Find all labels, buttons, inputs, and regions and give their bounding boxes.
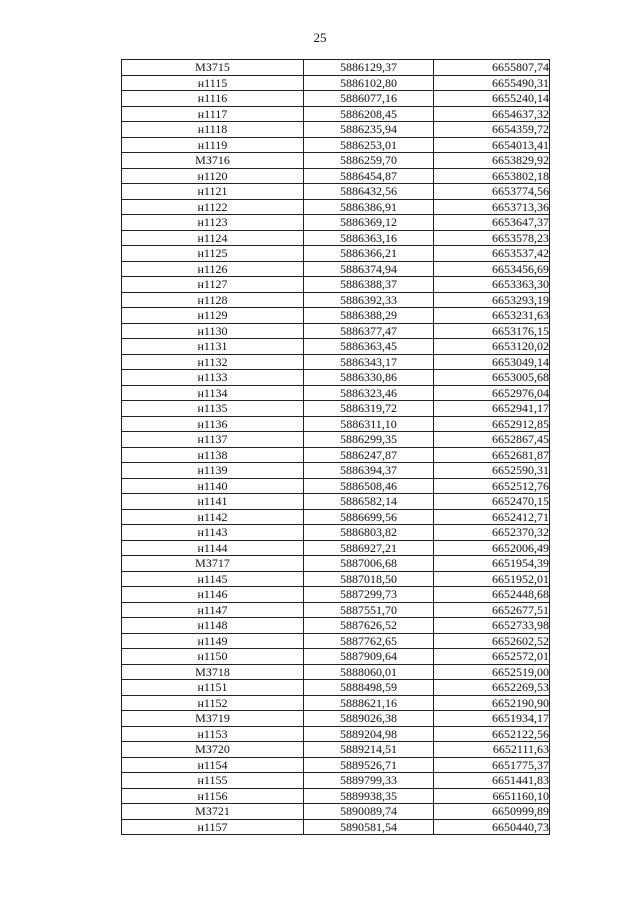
x-coordinate-cell: 5886102,80 <box>304 75 434 91</box>
x-coordinate-cell: 5886803,82 <box>304 525 434 541</box>
table-row <box>122 804 550 820</box>
table-row <box>122 757 550 773</box>
point-name-cell: н1151 <box>122 680 304 696</box>
y-coordinate-cell: 6653120,02 <box>434 339 550 355</box>
x-coordinate-cell: 5889938,35 <box>304 788 434 804</box>
y-coordinate-cell: 6655807,74 <box>434 60 550 76</box>
table-row <box>122 261 550 277</box>
y-coordinate-cell: 6652677,51 <box>434 602 550 618</box>
point-name-cell: МЗ715 <box>122 60 304 76</box>
point-name-cell: н1136 <box>122 416 304 432</box>
table-row <box>122 292 550 308</box>
y-coordinate-cell: 6653176,15 <box>434 323 550 339</box>
y-coordinate-cell: 6652867,45 <box>434 432 550 448</box>
point-name-cell: н1135 <box>122 401 304 417</box>
x-coordinate-cell: 5886369,12 <box>304 215 434 231</box>
x-coordinate-cell: 5886208,45 <box>304 106 434 122</box>
point-name-cell: н1119 <box>122 137 304 153</box>
point-name-cell: н1132 <box>122 354 304 370</box>
point-name-cell: н1120 <box>122 168 304 184</box>
table-row <box>122 664 550 680</box>
y-coordinate-cell: 6652269,53 <box>434 680 550 696</box>
x-coordinate-cell: 5886343,17 <box>304 354 434 370</box>
y-coordinate-cell: 6653647,37 <box>434 215 550 231</box>
table-row <box>122 633 550 649</box>
table-row <box>122 75 550 91</box>
point-name-cell: н1124 <box>122 230 304 246</box>
table-row <box>122 788 550 804</box>
x-coordinate-cell: 5886129,37 <box>304 60 434 76</box>
y-coordinate-cell: 6653537,42 <box>434 246 550 262</box>
y-coordinate-cell: 6653231,63 <box>434 308 550 324</box>
table-row <box>122 649 550 665</box>
table-row <box>122 556 550 572</box>
y-coordinate-cell: 6650999,89 <box>434 804 550 820</box>
table-row <box>122 106 550 122</box>
table-row <box>122 742 550 758</box>
x-coordinate-cell: 5889526,71 <box>304 757 434 773</box>
y-coordinate-cell: 6652006,49 <box>434 540 550 556</box>
x-coordinate-cell: 5890089,74 <box>304 804 434 820</box>
table-row <box>122 525 550 541</box>
point-name-cell: н1139 <box>122 463 304 479</box>
point-name-cell: н1125 <box>122 246 304 262</box>
table-row <box>122 773 550 789</box>
point-name-cell: н1152 <box>122 695 304 711</box>
y-coordinate-cell: 6652122,56 <box>434 726 550 742</box>
point-name-cell: н1121 <box>122 184 304 200</box>
coordinates-table <box>121 59 550 835</box>
x-coordinate-cell: 5886374,94 <box>304 261 434 277</box>
x-coordinate-cell: 5886363,45 <box>304 339 434 355</box>
point-name-cell: н1150 <box>122 649 304 665</box>
table-row <box>122 323 550 339</box>
x-coordinate-cell: 5887762,65 <box>304 633 434 649</box>
point-name-cell: МЗ720 <box>122 742 304 758</box>
y-coordinate-cell: 6651952,01 <box>434 571 550 587</box>
table-row <box>122 354 550 370</box>
table-row <box>122 726 550 742</box>
y-coordinate-cell: 6653005,68 <box>434 370 550 386</box>
x-coordinate-cell: 5886927,21 <box>304 540 434 556</box>
x-coordinate-cell: 5886508,46 <box>304 478 434 494</box>
y-coordinate-cell: 6654013,41 <box>434 137 550 153</box>
table-row <box>122 401 550 417</box>
y-coordinate-cell: 6652681,87 <box>434 447 550 463</box>
x-coordinate-cell: 5890581,54 <box>304 819 434 835</box>
y-coordinate-cell: 6650440,73 <box>434 819 550 835</box>
x-coordinate-cell: 5888621,16 <box>304 695 434 711</box>
point-name-cell: н1145 <box>122 571 304 587</box>
y-coordinate-cell: 6652941,17 <box>434 401 550 417</box>
table-row <box>122 447 550 463</box>
y-coordinate-cell: 6652470,15 <box>434 494 550 510</box>
y-coordinate-cell: 6652370,32 <box>434 525 550 541</box>
table-row <box>122 494 550 510</box>
y-coordinate-cell: 6652572,01 <box>434 649 550 665</box>
table-row <box>122 230 550 246</box>
table-row <box>122 137 550 153</box>
point-name-cell: н1128 <box>122 292 304 308</box>
y-coordinate-cell: 6651441,83 <box>434 773 550 789</box>
y-coordinate-cell: 6654637,32 <box>434 106 550 122</box>
point-name-cell: н1149 <box>122 633 304 649</box>
point-name-cell: н1130 <box>122 323 304 339</box>
table-row <box>122 680 550 696</box>
x-coordinate-cell: 5886363,16 <box>304 230 434 246</box>
point-name-cell: н1123 <box>122 215 304 231</box>
x-coordinate-cell: 5887551,70 <box>304 602 434 618</box>
point-name-cell: н1141 <box>122 494 304 510</box>
point-name-cell: н1147 <box>122 602 304 618</box>
point-name-cell: МЗ721 <box>122 804 304 820</box>
table-row <box>122 370 550 386</box>
x-coordinate-cell: 5886077,16 <box>304 91 434 107</box>
y-coordinate-cell: 6653363,30 <box>434 277 550 293</box>
table-row <box>122 540 550 556</box>
y-coordinate-cell: 6652519,00 <box>434 664 550 680</box>
table-row <box>122 695 550 711</box>
point-name-cell: н1115 <box>122 75 304 91</box>
point-name-cell: н1157 <box>122 819 304 835</box>
y-coordinate-cell: 6652412,71 <box>434 509 550 525</box>
table-row <box>122 153 550 169</box>
point-name-cell: н1118 <box>122 122 304 138</box>
table-row <box>122 478 550 494</box>
point-name-cell: н1116 <box>122 91 304 107</box>
x-coordinate-cell: 5887006,68 <box>304 556 434 572</box>
table-row <box>122 60 550 76</box>
table-row <box>122 618 550 634</box>
point-name-cell: н1146 <box>122 587 304 603</box>
y-coordinate-cell: 6652111,63 <box>434 742 550 758</box>
table-row <box>122 168 550 184</box>
x-coordinate-cell: 5886388,29 <box>304 308 434 324</box>
x-coordinate-cell: 5886699,56 <box>304 509 434 525</box>
table-row <box>122 91 550 107</box>
x-coordinate-cell: 5886388,37 <box>304 277 434 293</box>
point-name-cell: н1129 <box>122 308 304 324</box>
table-row <box>122 308 550 324</box>
y-coordinate-cell: 6652912,85 <box>434 416 550 432</box>
x-coordinate-cell: 5886330,86 <box>304 370 434 386</box>
point-name-cell: МЗ717 <box>122 556 304 572</box>
x-coordinate-cell: 5886394,37 <box>304 463 434 479</box>
y-coordinate-cell: 6652976,04 <box>434 385 550 401</box>
point-name-cell: н1133 <box>122 370 304 386</box>
y-coordinate-cell: 6652190,90 <box>434 695 550 711</box>
y-coordinate-cell: 6653774,56 <box>434 184 550 200</box>
point-name-cell: н1143 <box>122 525 304 541</box>
table-row <box>122 711 550 727</box>
point-name-cell: н1154 <box>122 757 304 773</box>
table-row <box>122 571 550 587</box>
point-name-cell: н1142 <box>122 509 304 525</box>
point-name-cell: н1117 <box>122 106 304 122</box>
x-coordinate-cell: 5886235,94 <box>304 122 434 138</box>
point-name-cell: н1155 <box>122 773 304 789</box>
x-coordinate-cell: 5886454,87 <box>304 168 434 184</box>
x-coordinate-cell: 5886366,21 <box>304 246 434 262</box>
table-row <box>122 416 550 432</box>
table-row <box>122 602 550 618</box>
x-coordinate-cell: 5887909,64 <box>304 649 434 665</box>
y-coordinate-cell: 6655490,31 <box>434 75 550 91</box>
table-row <box>122 587 550 603</box>
x-coordinate-cell: 5889026,38 <box>304 711 434 727</box>
x-coordinate-cell: 5889799,33 <box>304 773 434 789</box>
point-name-cell: н1126 <box>122 261 304 277</box>
y-coordinate-cell: 6654359,72 <box>434 122 550 138</box>
point-name-cell: н1131 <box>122 339 304 355</box>
x-coordinate-cell: 5887299,73 <box>304 587 434 603</box>
x-coordinate-cell: 5886582,14 <box>304 494 434 510</box>
point-name-cell: н1140 <box>122 478 304 494</box>
point-name-cell: МЗ718 <box>122 664 304 680</box>
point-name-cell: н1138 <box>122 447 304 463</box>
y-coordinate-cell: 6652512,76 <box>434 478 550 494</box>
table-row <box>122 509 550 525</box>
y-coordinate-cell: 6655240,14 <box>434 91 550 107</box>
y-coordinate-cell: 6653802,18 <box>434 168 550 184</box>
y-coordinate-cell: 6653713,36 <box>434 199 550 215</box>
y-coordinate-cell: 6653578,23 <box>434 230 550 246</box>
y-coordinate-cell: 6653456,69 <box>434 261 550 277</box>
x-coordinate-cell: 5887018,50 <box>304 571 434 587</box>
y-coordinate-cell: 6653049,14 <box>434 354 550 370</box>
point-name-cell: н1148 <box>122 618 304 634</box>
x-coordinate-cell: 5886311,10 <box>304 416 434 432</box>
x-coordinate-cell: 5886432,56 <box>304 184 434 200</box>
y-coordinate-cell: 6651160,10 <box>434 788 550 804</box>
y-coordinate-cell: 6651954,39 <box>434 556 550 572</box>
table-row <box>122 463 550 479</box>
x-coordinate-cell: 5886319,72 <box>304 401 434 417</box>
table-row <box>122 184 550 200</box>
y-coordinate-cell: 6652602,52 <box>434 633 550 649</box>
page-number: 25 <box>313 30 327 45</box>
x-coordinate-cell: 5889204,98 <box>304 726 434 742</box>
table-row <box>122 432 550 448</box>
x-coordinate-cell: 5889214,51 <box>304 742 434 758</box>
x-coordinate-cell: 5888498,59 <box>304 680 434 696</box>
table-row <box>122 819 550 835</box>
table-row <box>122 277 550 293</box>
table-row <box>122 246 550 262</box>
point-name-cell: н1134 <box>122 385 304 401</box>
table-row <box>122 215 550 231</box>
point-name-cell: н1127 <box>122 277 304 293</box>
x-coordinate-cell: 5886299,35 <box>304 432 434 448</box>
y-coordinate-cell: 6653829,92 <box>434 153 550 169</box>
point-name-cell: н1137 <box>122 432 304 448</box>
point-name-cell: МЗ716 <box>122 153 304 169</box>
point-name-cell: н1144 <box>122 540 304 556</box>
y-coordinate-cell: 6651775,37 <box>434 757 550 773</box>
coordinates-table-body <box>122 60 550 835</box>
x-coordinate-cell: 5887626,52 <box>304 618 434 634</box>
point-name-cell: н1122 <box>122 199 304 215</box>
y-coordinate-cell: 6652733,98 <box>434 618 550 634</box>
table-row <box>122 385 550 401</box>
y-coordinate-cell: 6651934,17 <box>434 711 550 727</box>
x-coordinate-cell: 5886253,01 <box>304 137 434 153</box>
point-name-cell: МЗ719 <box>122 711 304 727</box>
x-coordinate-cell: 5886259,70 <box>304 153 434 169</box>
y-coordinate-cell: 6652590,31 <box>434 463 550 479</box>
y-coordinate-cell: 6653293,19 <box>434 292 550 308</box>
x-coordinate-cell: 5888060,01 <box>304 664 434 680</box>
x-coordinate-cell: 5886377,47 <box>304 323 434 339</box>
x-coordinate-cell: 5886323,46 <box>304 385 434 401</box>
y-coordinate-cell: 6652448,68 <box>434 587 550 603</box>
x-coordinate-cell: 5886392,33 <box>304 292 434 308</box>
table-row <box>122 339 550 355</box>
point-name-cell: н1156 <box>122 788 304 804</box>
x-coordinate-cell: 5886386,91 <box>304 199 434 215</box>
x-coordinate-cell: 5886247,87 <box>304 447 434 463</box>
table-row <box>122 199 550 215</box>
table-row <box>122 122 550 138</box>
point-name-cell: н1153 <box>122 726 304 742</box>
